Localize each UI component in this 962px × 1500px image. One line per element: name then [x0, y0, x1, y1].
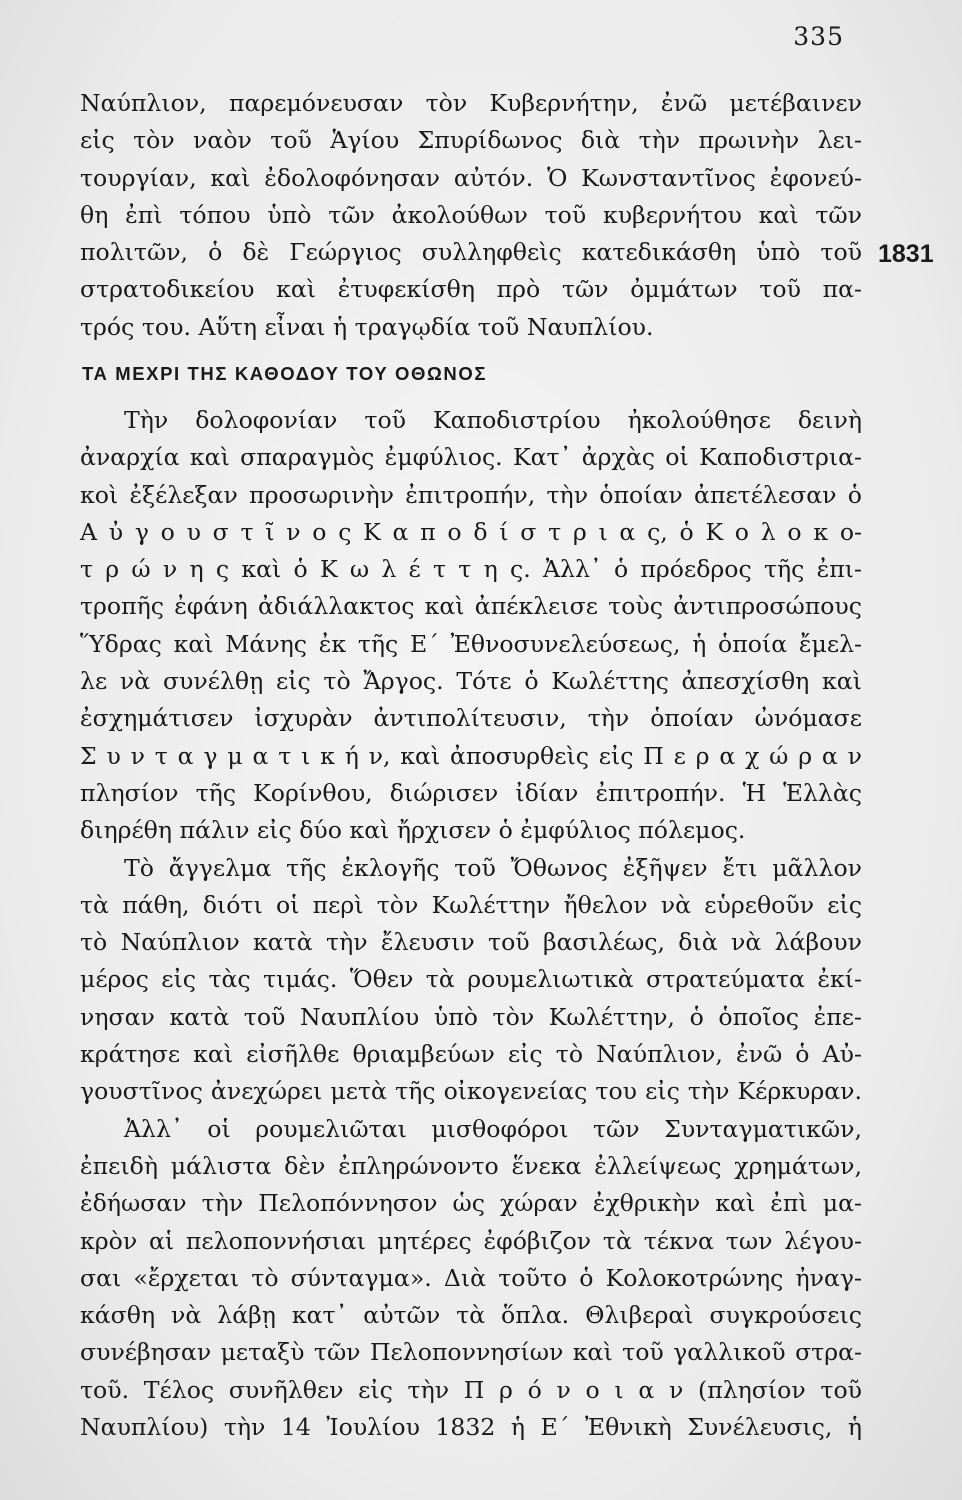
- text-line: συνέβησαν μεταξὺ τῶν Πελοποννησίων καὶ τοῦ γαλλικοῦ στρα-: [80, 1338, 862, 1367]
- text-line: ἐδήωσαν τὴν Πελοπόννησον ὡς χώραν ἐχθρικὴν καὶ ἐπὶ μα-: [80, 1189, 862, 1218]
- text-line: σαι «ἔρχεται τὸ σύνταγμα». Διὰ τοῦτο ὁ Κολοκοτρώνης ἠναγ-: [80, 1263, 862, 1292]
- text-line: τροπῆς ἐφάνη ἀδιάλλακτος καὶ ἀπέκλεισε τοὺς ἀντιπροσώπους: [80, 592, 862, 621]
- text-line: θη ἐπὶ τόπου ὑπὸ τῶν ἀκολούθων τοῦ κυβερνήτου καὶ τῶν: [80, 200, 862, 229]
- text-line: Ναύπλιον, παρεμόνευσαν τὸν Κυβερνήτην, ἐνῶ μετέβαινεν: [80, 89, 862, 117]
- text-line: Ὕδρας καὶ Μάνης ἐκ τῆς Ε΄ Ἐθνοσυνελεύσεως, ἡ ὁποία ἔμελ-: [80, 629, 862, 658]
- text-line: κοὶ ἐξέλεξαν προσωρινὴν ἐπιτροπήν, τὴν ὁποίαν ἀπετέλεσαν ὁ: [80, 480, 862, 509]
- text-line: κρὸν αἱ πελοποννήσιαι μητέρες ἐφόβιζον τὰ τέκνα των λέγου-: [80, 1226, 862, 1255]
- text-line: τὸ Ναύπλιον κατὰ τὴν ἔλευσιν τοῦ βασιλέως, διὰ νὰ λάβουν: [80, 928, 862, 957]
- text-line: τ ρ ώ ν η ς καὶ ὁ Κ ω λ έ τ τ η ς. Ἀλλ᾽ ὁ πρόεδρος τῆς ἐπι-: [80, 555, 862, 584]
- text-line: Σ υ ν τ α γ μ α τ ι κ ή ν, καὶ ἀποσυρθεὶς εἰς Π ε ρ α χ ώ ρ α ν: [80, 741, 862, 770]
- text-line: μέρος εἰς τὰς τιμάς. Ὅθεν τὰ ρουμελιωτικὰ στρατεύματα ἐκί-: [80, 965, 862, 994]
- text-line: διηρέθη πάλιν εἰς δύο καὶ ἤρχισεν ὁ ἐμφύλιος πόλεμος.: [80, 816, 746, 845]
- top-paragraph: [80, 85, 862, 346]
- text-line: εἰς τὸν ναὸν τοῦ Ἁγίου Σπυρίδωνος διὰ τὴν πρωινὴν λει-: [80, 126, 862, 155]
- body-text: [80, 402, 862, 1446]
- text-line: ἐπειδὴ μάλιστα δὲν ἐπληρώνοντο ἕνεκα ἐλλείψεως χρημάτων,: [80, 1151, 862, 1180]
- text-line: νησαν κατὰ τοῦ Ναυπλίου ὑπὸ τὸν Κωλέττην, ὁ ὁποῖος ἐπε-: [80, 1002, 862, 1031]
- text-line: Ναυπλίου) τὴν 14 Ἰουλίου 1832 ἡ Ε΄ Ἐθνικὴ Συνέλευσις, ἡ: [80, 1413, 862, 1442]
- text-line: ἀναρχία καὶ σπαραγμὸς ἐμφύλιος. Κατ᾽ ἀρχὰς οἱ Καποδιστρια-: [80, 443, 862, 472]
- text-line: τὰ πάθη, διότι οἱ περὶ τὸν Κωλέττην ἤθελον νὰ εὑρεθοῦν εἰς: [80, 890, 862, 919]
- margin-year-note: 1831: [878, 240, 934, 268]
- text-line: λε νὰ συνέλθῃ εἰς τὸ Ἄργος. Τότε ὁ Κωλέττης ἀπεσχίσθη καὶ: [80, 667, 862, 696]
- text-line: Τὴν δολοφονίαν τοῦ Καποδιστρίου ἠκολούθησε δεινὴ: [124, 406, 862, 434]
- page-number: 335: [793, 22, 844, 51]
- text-line: πλησίον τῆς Κορίνθου, διώρισεν ἰδίαν ἐπιτροπήν. Ἡ Ἑλλὰς: [80, 778, 862, 807]
- section-heading: ΤΑ ΜΕΧΡΙ ΤΗΣ ΚΑΘΟΔΟΥ ΤΟΥ ΟΘΩΝΟΣ: [82, 363, 488, 384]
- text-line: ἐσχημάτισεν ἰσχυρὰν ἀντιπολίτευσιν, τὴν ὁποίαν ὠνόμασε: [80, 704, 862, 733]
- text-line: τρός του. Αὕτη εἶναι ἡ τραγῳδία τοῦ Ναυπλίου.: [80, 312, 654, 341]
- text-line: τοῦ. Τέλος συνῆλθεν εἰς τὴν Π ρ ό ν ο ι α ν (πλησίον τοῦ: [80, 1375, 862, 1404]
- text-line: κράτησε καὶ εἰσῆλθε θριαμβεύων εἰς τὸ Ναύπλιον, ἐνῶ ὁ Αὐ-: [80, 1040, 862, 1069]
- text-line: κάσθη νὰ λάβῃ κατ᾽ αὐτῶν τὰ ὅπλα. Θλιβεραὶ συγκρούσεις: [80, 1301, 862, 1330]
- text-line: Ἀλλ᾽ οἱ ρουμελιῶται μισθοφόροι τῶν Συνταγματικῶν,: [124, 1114, 862, 1143]
- text-line: γουστῖνος ἀνεχώρει μετὰ τῆς οἰκογενείας του εἰς τὴν Κέρκυραν.: [80, 1077, 862, 1106]
- text-line: τουργίαν, καὶ ἐδολοφόνησαν αὐτόν. Ὁ Κωνσταντῖνος ἐφονεύ-: [80, 163, 862, 192]
- text-line: πολιτῶν, ὁ δὲ Γεώργιος συλληφθεὶς κατεδικάσθη ὑπὸ τοῦ: [80, 238, 862, 267]
- text-line: Α ὐ γ ο υ σ τ ῖ ν ο ς Κ α π ο δ ί σ τ ρ ι α ς, ὁ Κ ο λ ο κ ο-: [80, 517, 862, 546]
- text-line: στρατοδικείου καὶ ἐτυφεκίσθη πρὸ τῶν ὀμμάτων τοῦ πα-: [80, 275, 862, 304]
- text-line: Τὸ ἄγγελμα τῆς ἐκλογῆς τοῦ Ὄθωνος ἐξῆψεν ἔτι μᾶλλον: [124, 853, 862, 882]
